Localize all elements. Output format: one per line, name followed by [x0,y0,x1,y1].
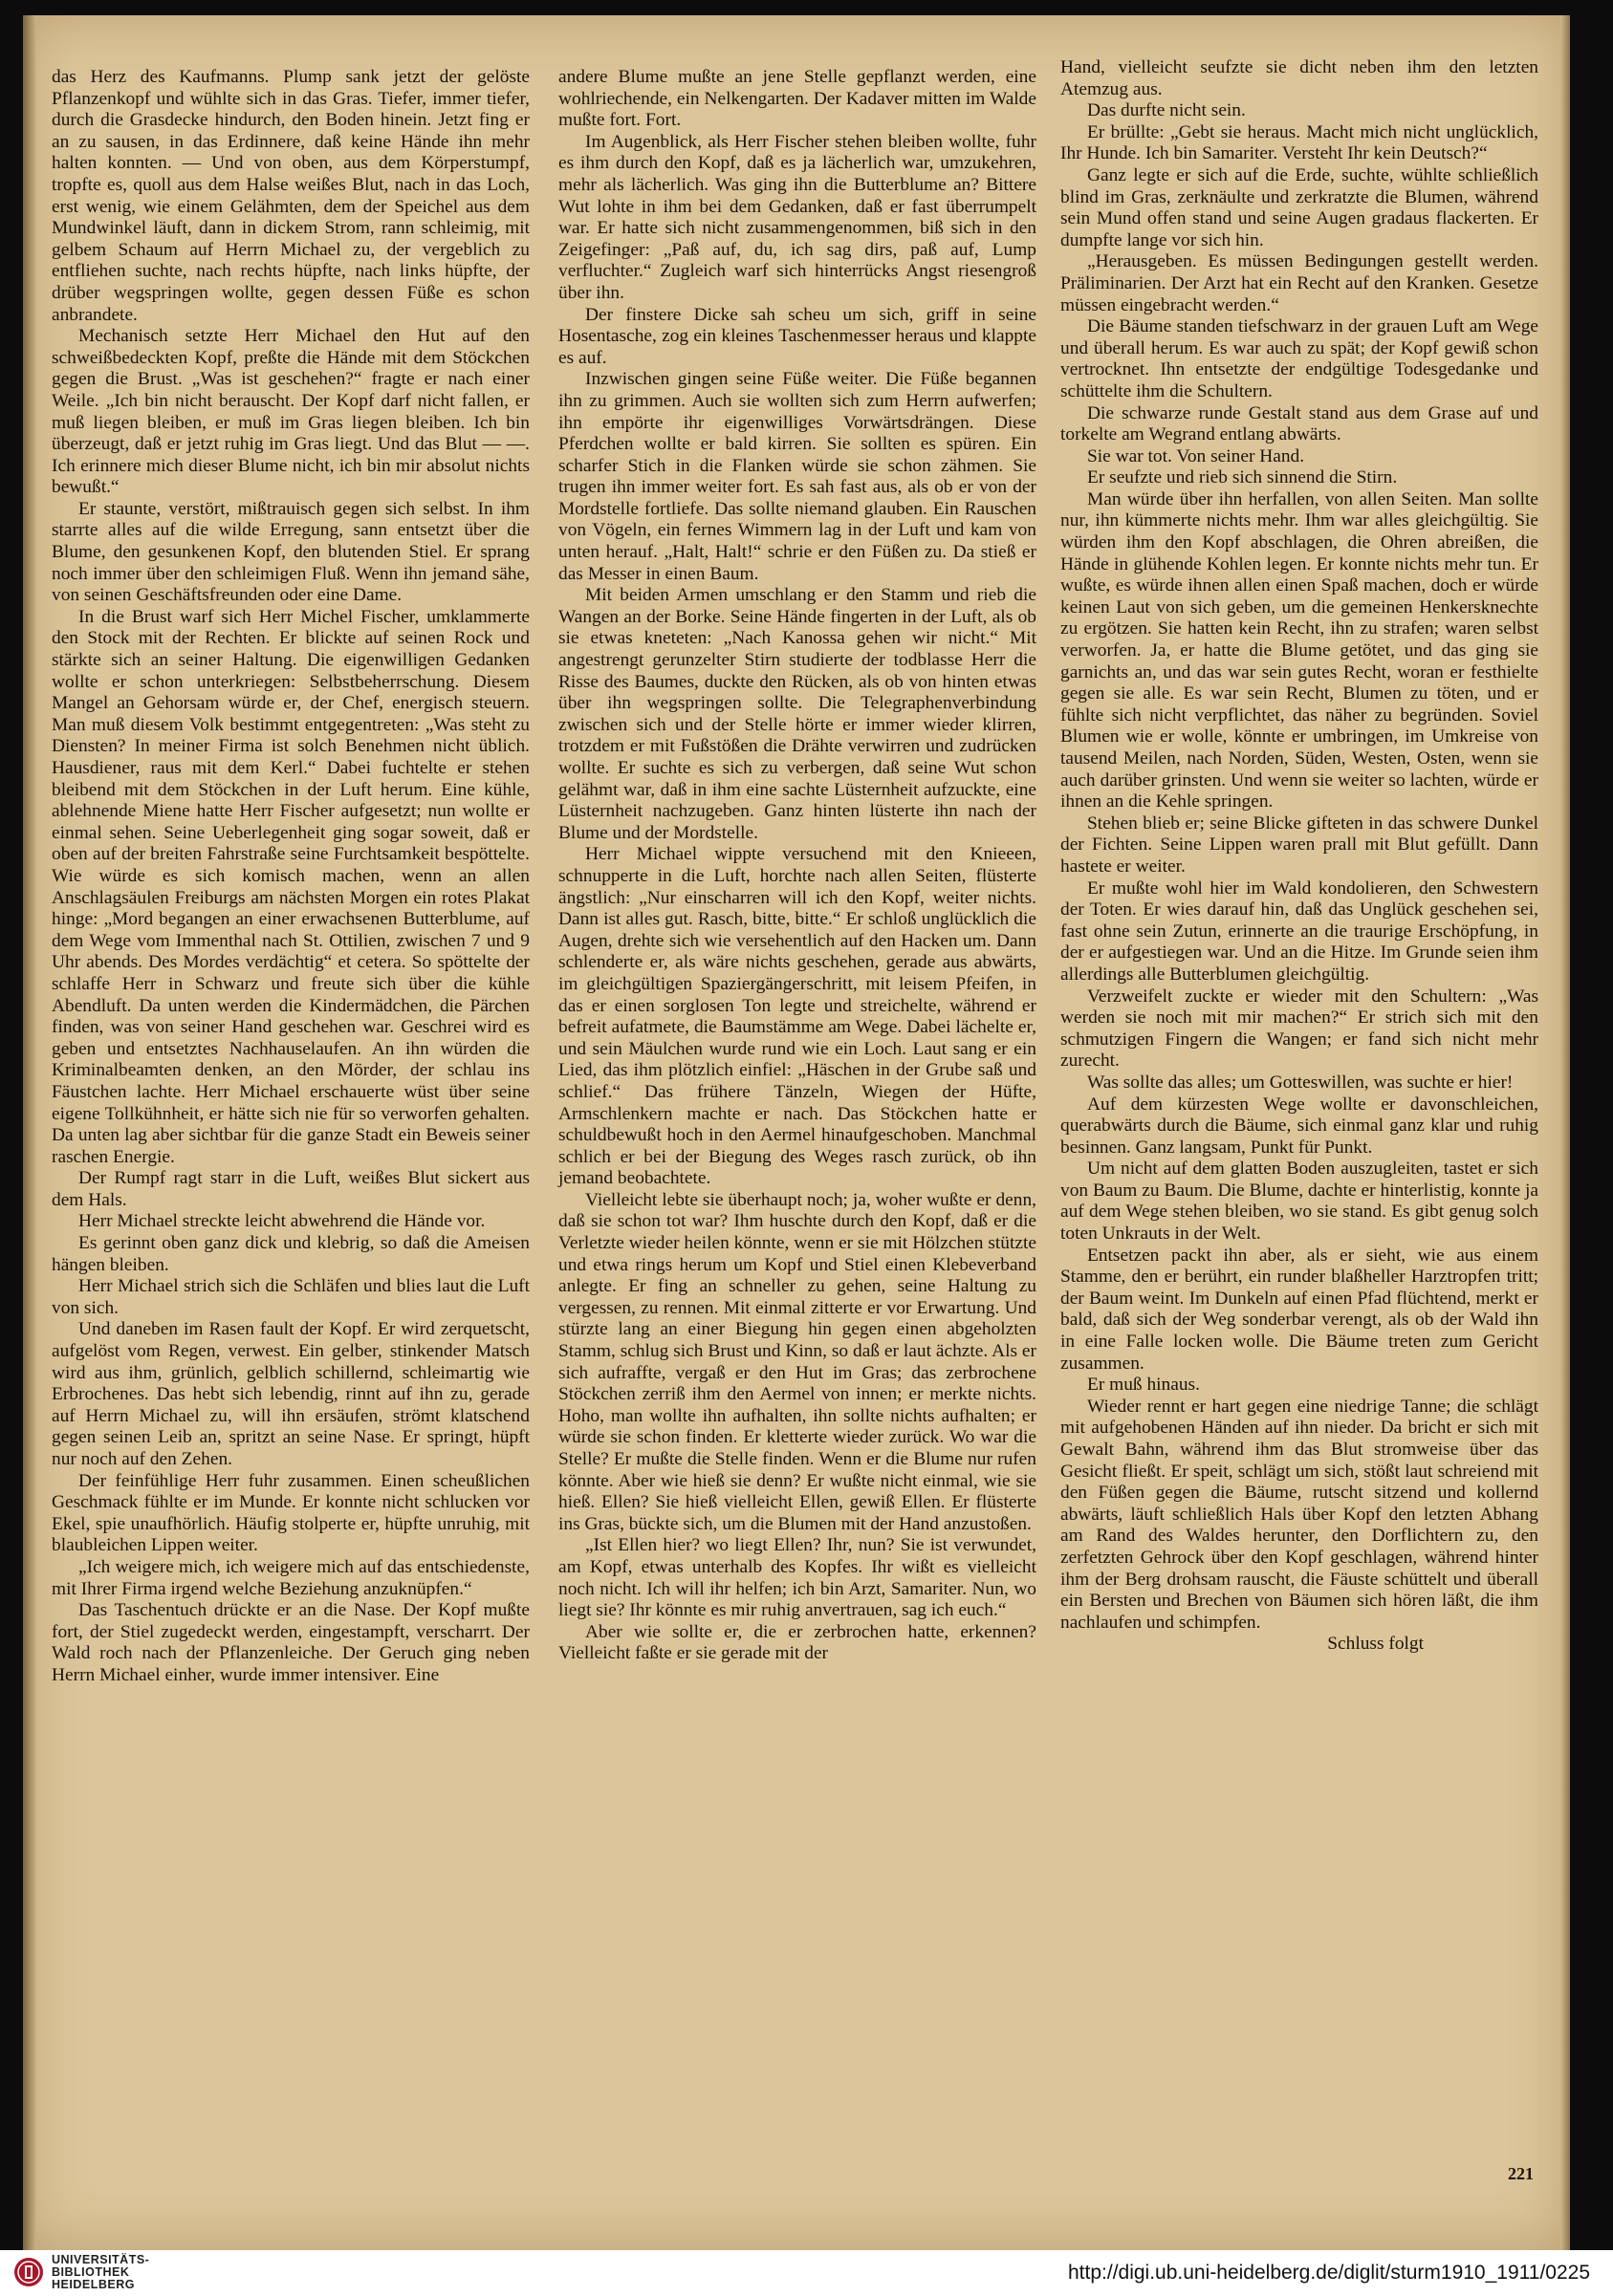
paragraph: Herr Michael wippte versuchend mit den Knieeen, schnupperte in die Luft, horchte nach allen Seiten, flüsterte ängstlich: „Nur einscharren will ich den Kopf, weiter nichts. Dann ist alles gut. Rasch, bitte, bitte.“ Er schloß unglücklich die Augen, drehte sich wie versehentlich auf den Hacken um. Dann schlenderte er, als wäre nichts geschehen, gerade aus abwärts, im gleichgültigen Spaziergängerschritt, mit leisem Pfeifen, in das er einen sorglosen Ton legte und streichelte, während er befreit aufatmete, die Baumstämme am Wege. Dabei lächelte er, und sein Mäulchen wurde rund wie ein Loch. Laut sang er ein Lied, das ihm plötzlich einfiel: „Häschen in der Grube saß und schlief.“ Das frühere Tänzeln, Wiegen der Hüfte, Armschlenkern machte er nach. Das Stöckchen hatte er schuldbewußt hoch in den Aermel hinaufgeschoben. Manchmal schlich er bei der Biegung des Weges rasch zurück, ob ihn jemand beobachtete. [558,844,1036,1189]
paragraph: Stehen blieb er; seine Blicke gifteten in das schwere Dunkel der Fichten. Seine Lippen waren prall mit Blut gefüllt. Dann hastete er weiter. [1060,812,1538,877]
paragraph: Man würde über ihn herfallen, von allen Seiten. Man sollte nur, ihn kümmerte nichts mehr. Ihm war alles gleichgültig. Sie würden ihm den Kopf abschlagen, die Ohren abreißen, die Hände in glühende Kohlen legen. Er konnte nichts mehr tun. Er wußte, es würde ihnen allen einen Spaß machen, doch er würde keinen Laut von sich geben, um die gemeinen Henkersknechte zu ergötzen. Sie hatten kein Recht, ihn zu strafen; waren selbst verworfen. Ja, er hatte die Blume getötet, und das ging sie garnichts an, und das war sein gutes Recht, woran er festhielte gegen sie alle. Es war sein Recht, Blumen zu töten, und er fühlte sich nicht verpflichtet, das näher zu begründen. Soviel Blumen wie er wolle, könnte er umbringen, im Umkreise von tausend Meilen, nach Norden, Süden, Westen, Osten, wenn sie auch darüber grinsten. Und wenn sie weiter so lachten, würde er ihnen an die Kehle springen. [1060,488,1538,812]
text-column-2 [558,67,1036,1665]
paragraph: Auf dem kürzesten Wege wollte er davonschleichen, querabwärts durch die Bäume, sich einmal ganz klar und ruhig besinnen. Ganz langsam, Punkt für Punkt. [1060,1094,1538,1158]
paragraph: Sie war tot. Von seiner Hand. [1087,445,1305,466]
paragraph: „Ich weigere mich, ich weigere mich auf das entschiedenste, mit Ihrer Firma irgend welche Beziehung anzuknüpfen.“ [52,1556,530,1599]
logo-line: BIBLIOTHEK [52,2265,130,2279]
paragraph: Wieder rennt er hart gegen eine niedrige Tanne; die schlägt mit aufgehobenen Händen auf ihn nieder. Da bricht er sich mit Gewalt Bahn, während ihm das Blut stromweise über das Gesicht fließt. Er speit, schlägt um sich, stößt laut schreiend mit den Füßen gegen die Bäume, rutscht sitzend und kollernd abwärts, läuft schließlich Hals über Kopf den letzten Abhang am Rand des Waldes herunter, den Dorflichtern zu, den zerfetzten Gehrock über den Kopf geschlagen, während hinter ihm der Berg drohsam rauscht, die Fäuste schüttelt und überall ein Bersten und Brechen von Bäumen sich hören läßt, die ihm nachlaufen und schimpfen. [1060,1396,1538,1633]
source-url-link[interactable]: http://digi.ub.uni-heidelberg.de/diglit/sturm1910_1911/0225 [1068,2262,1590,2284]
paragraph: Herr Michael strich sich die Schläfen und blies laut die Luft von sich. [52,1276,530,1318]
page-number: 221 [1508,2164,1534,2183]
paragraph: Und daneben im Rasen fault der Kopf. Er wird zerquetscht, aufgelöst vom Regen, verwest. Ein gelber, stinkender Matsch wird aus ihm, grünlich, gelblich schillernd, schleimartig wie Erbrochenes. Das hebt sich lebendig, rinnt auf ihn zu, gerade auf Herrn Michael zu, will ihn ersäufen, strömt klatschend gegen seinen Leib an, spritzt an seine Nase. Er springt, hüpft nur noch auf den Zehen. [52,1319,530,1469]
text-column-3 [1060,57,1538,1656]
paragraph: Er staunte, verstört, mißtrauisch gegen sich selbst. In ihm starrte alles auf die wilde Erregung, sann entsetzt über die Blume, den gesunkenen Kopf, den blutenden Stiel. Er sprang noch immer über den schleimigen Fluß. Wenn ihn jemand sähe, von seinen Geschäftsfreunden oder eine Dame. [52,498,530,606]
paragraph: Er mußte wohl hier im Wald kondolieren, den Schwestern der Toten. Er wies darauf hin, daß das Unglück geschehen sei, fast ohne sein Zutun, erinnerte an die traurige Erschöpfung, in der er aufgestiegen war. Und an die Hitze. Im Grunde seien ihm allerdings alle Butterblumen gleichgültig. [1060,877,1538,985]
logo-line: UNIVERSITÄTS- [52,2253,150,2266]
paragraph: Der Rumpf ragt starr in die Luft, weißes Blut sickert aus dem Hals. [52,1168,530,1210]
university-seal-icon [13,2257,44,2287]
paragraph: Er brüllte: „Gebt sie heraus. Macht mich nicht unglücklich, Ihr Hunde. Ich bin Samariter. Versteht Ihr kein Deutsch?“ [1060,121,1538,164]
paragraph: das Herz des Kaufmanns. Plump sank jetzt der gelöste Pflanzenkopf und wühlte sich in das Gras. Tiefer, immer tiefer, durch die Grasdecke hindurch, den Boden hinein. Jetzt fing er an zu sausen, in das Erdinnere, daß keine Hände ihn mehr halten konnten. — Und von oben, aus dem Körperstumpf, tropfte es, quoll aus dem Halse weißes Blut, nach in das Loch, erst wenig, wie einem Gelähmten, dem der Speichel aus dem Mundwinkel läuft, dann in dickem Strom, rann schleimig, mit gelbem Schaum auf Herrn Michael zu, der vergeblich zu entfliehen suchte, nach rechts hüpfte, nach links hüpfte, der drüber wegspringen wollte, gegen dessen Füße es schon anbrandete. [52,67,530,325]
footer-bar [0,2250,1613,2296]
paragraph: Die schwarze runde Gestalt stand aus dem Grase auf und torkelte am Wegrand entlang abwärts. [1060,402,1538,445]
paragraph: Verzweifelt zuckte er wieder mit den Schultern: „Was werden sie noch mit mir machen?“ Er strich sich mit den schmutzigen Fingern die Wangen; er fand sich nicht mehr zurecht. [1060,986,1538,1072]
closing-note: Schluss folgt [1327,1634,1424,1655]
paragraph: Um nicht auf dem glatten Boden auszugleiten, tastet er sich von Baum zu Baum. Die Blume, dachte er hinterlistig, konnte ja auf dem Wege stehen bleiben, wo sie stand. Es gibt genug solch toten Unkrauts in der Welt. [1060,1159,1538,1245]
newspaper-page [23,15,1570,2250]
paragraph: andere Blume mußte an jene Stelle gepflanzt werden, eine wohlriechende, ein Nelkengarten. Der Kadaver mitten im Walde mußte fort. Fort. [558,67,1036,131]
paragraph: Die Bäume standen tiefschwarz in der grauen Luft am Wege und überall herum. Es war auch zu spät; der Kopf gewiß schon vertrocknet. Ihn entsetzte der endgültige Todesgedanke und schüttelte ihm die Schultern. [1060,316,1538,401]
library-logo-text [52,2254,149,2291]
paragraph: Was sollte das alles; um Gotteswillen, was suchte er hier! [1087,1072,1514,1093]
logo-line: HEIDELBERG [52,2278,135,2291]
paragraph: Das Taschentuch drückte er an die Nase. Der Kopf mußte fort, der Stiel zugedeckt werden, eingestampft, verscharrt. Der Wald roch nach der Pflanzenleiche. Der Geruch ging neben Herrn Michael einher, wurde immer intensiver. Eine [52,1600,530,1685]
paragraph: Entsetzen packt ihn aber, als er sieht, wie aus einem Stamme, den er berührt, ein runder blaßheller Harztropfen tritt; der Baum weint. Im Dunkeln auf einen Pfad flüchtend, merkt er bald, daß sich der Weg sonderbar verengt, als ob der Wald ihn in eine Falle locken wolle. Die Bäume treten zum Gericht zusammen. [1060,1245,1538,1374]
paragraph: Vielleicht lebte sie überhaupt noch; ja, woher wußte er denn, daß sie schon tot war? Ihm huschte durch den Kopf, daß er die Verletzte wieder heilen könnte, wenn er sie mit Hölzchen stützte und etwa rings herum um Kopf und Stiel einen Klebeverband anlegte. Er fing an schneller zu gehen, seine Haltung zu vergessen, zu rennen. Mit einmal zitterte er vor Erwartung. Und stürzte lang an einer Biegung hin gegen einen abgeholzten Stamm, schlug sich Brust und Kinn, so daß er laut ächzte. Als er sich aufraffte, vergaß er den Hut im Gras; das zerbrochene Stöckchen zerriß ihm den Aermel von innen; er merkte nichts. Hoho, man wollte ihn aufhalten, ihn sollte nichts aufhalten; er würde sie schon finden. Er kletterte wieder zurück. Wo war die Stelle? Er mußte die Stelle finden. Wenn er die Blume nur rufen könnte. Aber wie hieß sie denn? Er wußte nicht einmal, wie sie hieß. Ellen? Sie hieß vielleicht Ellen, gewiß Ellen. Er flüsterte ins Gras, bückte sich, um die Blumen mit der Hand anzustoßen. [558,1189,1036,1534]
page-binding-edge [23,15,36,2250]
paragraph: Aber wie sollte er, die er zerbrochen hatte, erkennen? Vielleicht faßte er sie gerade mit der [558,1621,1036,1664]
paragraph: Es gerinnt oben ganz dick und klebrig, so daß die Ameisen hängen bleiben. [52,1233,530,1275]
paragraph: Mit beiden Armen umschlang er den Stamm und rieb die Wangen an der Borke. Seine Hände fingerten in der Luft, als ob sie etwas kneteten: „Nach Kanossa gehen wir nicht.“ Mit angestrengt gerunzelter Stirn studierte der todblasse Herr die Risse des Baumes, duckte den Rücken, als ob von hinten etwas über ihn wegspringen sollte. Die Telegraphenverbindung zwischen sich und der Stelle hörte er immer wieder klirren, trotzdem er mit Fußstößen die Drähte verwirren und zudrücken wollte. Er suchte es sich zu verbergen, daß seine Wut schon gelähmt war, daß in ihm eine sachte Lüsternheit aufzuckte, eine Lüsternheit nachzugeben. Ganz hinten lüsterte ihn nach der Blume und der Mordstelle. [558,585,1036,843]
paragraph: Herr Michael streckte leicht abwehrend die Hände vor. [78,1211,486,1232]
paragraph: Hand, vielleicht seufzte sie dicht neben ihm den letzten Atemzug aus. [1060,57,1538,99]
paragraph: Ganz legte er sich auf die Erde, suchte, wühlte schließlich blind im Gras, zerknäulte und zerkratzte die Blumen, während sein Mund offen stand und seine Augen gradaus flackerten. Er dumpfte lange vor sich hin. [1060,164,1538,250]
page-right-edge [1560,15,1570,2250]
paragraph: In die Brust warf sich Herr Michel Fischer, umklammerte den Stock mit der Rechten. Er blickte auf seinen Rock und stärkte sich an seiner Haltung. Die eigenwilligen Gedanken wollte er schon unterkriegen: Selbstbeherrschung. Diesem Mangel an Gehorsam würde er, der Chef, energisch steuern. Man muß diesem Volk bestimmt entgegentreten: „Was steht zu Diensten? In meiner Firma ist solch Benehmen nicht üblich. Hausdiener, raus mit dem Kerl.“ Dabei fuchtelte er stehen bleibend mit dem Stöckchen in der Luft herum. Eine kühle, ablehnende Miene hatte Herr Fischer aufgesetzt; nun wollte er einmal sehen. Seine Ueberlegenheit ging sogar soweit, daß er oben auf der breiten Fahrstraße seine Furchtsamkeit bespöttelte. Wie würde es sich komisch machen, wenn an allen Anschlagsäulen Freiburgs am nächsten Morgen ein rotes Plakat hinge: „Mord begangen an einer erwachsenen Butterblume, auf dem Wege vom Immenthal nach St. Ottilien, zwischen 7 und 9 Uhr abends. Des Mordes verdächtig“ et cetera. So spöttelte der schlaffe Herr in Schwarz und freute sich über die kühle Abendluft. Da unten werden die Kindermädchen, die Pärchen finden, was von seiner Hand geschehen war. Geschrei wird es geben und entsetztes Nachhauselaufen. An ihn würden die Kriminalbeamten denken, an den Mörder, der schlau ins Fäustchen lachte. Herr Michael erschauerte wüst über seine eigene Tollkühnheit, er hätte sich nie für so verworfen gehalten. Da unten lag aber sichtbar für die ganze Stadt ein Beweis seiner raschen Energie. [52,606,530,1167]
paragraph: „Ist Ellen hier? wo liegt Ellen? Ihr, nun? Sie ist verwundet, am Kopf, etwas unterhalb des Kopfes. Ihr wißt es vielleicht noch nicht. Ich will ihr helfen; ich bin Arzt, Samariter. Nun, wo liegt sie? Ihr könnte es mir ruhig anvertrauen, sag ich euch.“ [558,1535,1036,1621]
paragraph: Im Augenblick, als Herr Fischer stehen bleiben wollte, fuhr es ihm durch den Kopf, daß es ja lächerlich war, umzukehren, mehr als lächerlich. Was ging ihn die Butterblume an? Bittere Wut lohte in ihm bei dem Gedanken, daß er fast überrumpelt war. Er hatte sich nicht zusammengenommen, biß sich in den Zeigefinger: „Paß auf, du, ich sag dirs, paß auf, Lump verfluchter.“ Zugleich warf sich hinterrücks Angst riesengroß über ihn. [558,131,1036,303]
text-column-1 [52,67,530,1687]
paragraph: „Herausgeben. Es müssen Bedingungen gestellt werden. Präliminarien. Der Arzt hat ein Recht auf den Kranken. Gesetze müssen eingebracht werden.“ [1060,251,1538,315]
paragraph: Inzwischen gingen seine Füße weiter. Die Füße begannen ihn zu grimmen. Auch sie wollten sich zum Herrn aufwerfen; ihn empörte ihr eigenwilliges Vorwärtsdrängen. Diese Pferdchen wollte er bald kirren. Sie sollten es spüren. Ein scharfer Stich in die Flanken würde sie schon zähmen. Sie trugen ihn immer weiter fort. Es sah fast aus, als ob er von der Mordstelle fortliefe. Das sollte niemand glauben. Ein Rauschen von Vögeln, ein fernes Wimmern lag in der Luft und kam von unten herauf. „Halt, Halt!“ schrie er den Füßen zu. Da stieß er das Messer in einen Baum. [558,369,1036,584]
paragraph: Mechanisch setzte Herr Michael den Hut auf den schweißbedeckten Kopf, preßte die Hände mit dem Stöckchen gegen die Brust. „Was ist geschehen?“ fragte er nach einer Weile. „Ich bin nicht berauscht. Der Kopf darf nicht fallen, er muß liegen bleiben, er muß im Gras liegen bleiben. Ich bin überzeugt, daß er jetzt ruhig im Gras liegt. Und das Blut — —. Ich erinnere mich dieser Blume nicht, ich bin mir absolut nichts bewußt.“ [52,326,530,498]
paragraph: Der feinfühlige Herr fuhr zusammen. Einen scheußlichen Geschmack fühlte er im Munde. Er konnte nicht schlucken vor Ekel, spie unaufhörlich. Häufig stolperte er, hüpfte unruhig, mit blaubleichen Lippen weiter. [52,1470,530,1556]
paragraph: Er seufzte und rieb sich sinnend die Stirn. [1087,467,1398,488]
paragraph: Er muß hinaus. [1087,1375,1200,1396]
paragraph: Das durfte nicht sein. [1087,100,1246,121]
paragraph: Der finstere Dicke sah scheu um sich, griff in seine Hosentasche, zog ein kleines Taschenmesser heraus und klappte es auf. [558,304,1036,368]
